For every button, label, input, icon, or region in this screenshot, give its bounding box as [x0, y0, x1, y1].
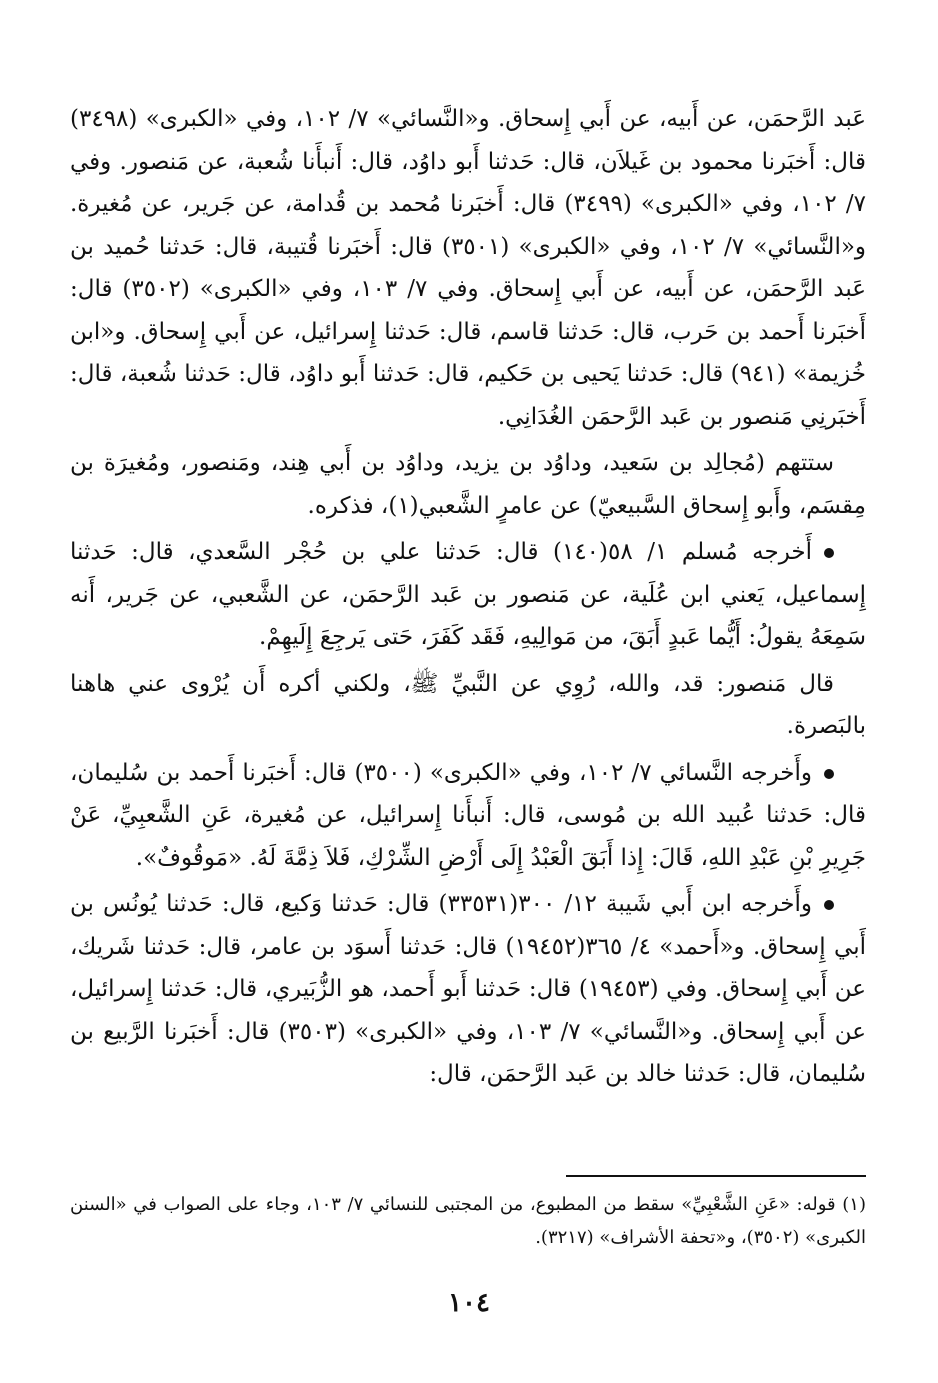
footnote: (١) قوله: «عَنِ الشَّعْبِيِّ» سقط من المطبوع، من المجتبى للنسائي ٧/ ١٠٣، وجاء على الصواب في «السنن الكبرى» (٣٥٠٢)، و«تحفة الأشراف» (٣٢١٧). — [70, 1194, 866, 1248]
paragraph: قال مَنصور: قد، والله، رُوِي عن النَّبيِّ ﷺ، ولكني أكره أَن يُرْوى عني هاهنا بالبَصرة. — [70, 670, 866, 739]
paragraph-bulleted — [70, 531, 866, 659]
page-body — [70, 98, 866, 1096]
bullet-icon — [824, 769, 834, 779]
footnote-separator — [566, 1175, 866, 1177]
bullet-icon — [824, 900, 834, 910]
paragraph: ستتهم (مُجالِد بن سَعيد، وداوُد بن يزيد، وداوُد بن أَبي هِند، ومَنصور، ومُغيرَة بن مِقسَم، وأَبو إِسحاق السَّبيعيّ) عن عامرٍ الشَّعبي(١)، فذكره. — [70, 450, 866, 519]
paragraph-bulleted — [70, 752, 866, 880]
paragraph: عَبد الرَّحمَن، عن أَبيه، عن أَبي إِسحاق. و«النَّسائي» ٧/ ١٠٢، وفي «الكبرى» (٣٤٩٨) قال: أَخبَرنا محمود بن غَيلاَن، قال: حَدثنا أَبو داوُد، قال: أَنبأَنا شُعبة، عن مَنصور. وفي ٧/ ١٠٢، وفي «الكبرى» (٣٤٩٩) قال: أَخبَرنا مُحمد بن قُدامة، عن جَرير، عن مُغيرة. و«النَّسائي» ٧/ ١٠٢، وفي «الكبرى» (٣٥٠١) قال: أَخبَرنا قُتيبة، قال: حَدثنا حُميد بن عَبد الرَّحمَن، عن أَبيه، عن أَبي إِسحاق. وفي ٧/ ١٠٣، وفي «الكبرى» (٣٥٠٢) قال: أَخبَرنا أَحمد بن حَرب، قال: حَدثنا قاسم، قال: حَدثنا إِسرائيل، عن أَبي إِسحاق. و«ابن خُزيمة» (٩٤١) قال: حَدثنا يَحيى بن حَكيم، قال: حَدثنا أَبو داوُد، قال: حَدثنا شُعبة، قال: أَخبَرنِي مَنصور بن عَبد الرَّحمَن الغُدَانِي. — [70, 106, 867, 430]
footnotes — [70, 1188, 866, 1254]
page-number: ١٠٤ — [448, 1288, 490, 1318]
paragraph-text: وأَخرجه ابن أَبي شَيبة ١٢/ ٣٠٠(٣٣٥٣١) قال: حَدثنا وَكيع، قال: حَدثنا يُونُس بن أَبي إِسحاق. و«أَحمد» ٤/ ٣٦٥(١٩٤٥٢) قال: حَدثنا أَسوَد بن عامر، قال: حَدثنا شَريك، عن أَبي إِسحاق. وفي (١٩٤٥٣) قال: حَدثنا أَبو أَحمد، هو الزُّبَيري، قال: حَدثنا إِسرائيل، عن أَبي إِسحاق. و«النَّسائي» ٧/ ١٠٣، وفي «الكبرى» (٣٥٠٣) قال: أَخبَرنا الرَّبيع بن سُليمان، قال: حَدثنا خالد بن عَبد الرَّحمَن، قال: — [70, 891, 866, 1087]
bullet-icon — [824, 548, 834, 558]
paragraph-bulleted — [70, 883, 866, 1096]
paragraph-text: وأَخرجه النَّسائي ٧/ ١٠٢، وفي «الكبرى» (٣٥٠٠) قال: أَخبَرنا أَحمد بن سُليمان، قال: حَدثنا عُبيد الله بن مُوسى، قال: أَنبأَنا إِسرائيل، عن مُغيرة، عَنِ الشَّعبِيِّ، عَنْ جَرِيرِ بْنِ عَبْدِ اللهِ، قَالَ: إِذا أَبَقَ الْعَبْدُ إِلَى أَرْضِ الشِّرْكِ، فَلاَ ذِمَّةَ لَهُ. «مَوقُوفٌ». — [70, 759, 866, 871]
paragraph-text: أَخرجه مُسلم ١/ ٥٨(١٤٠) قال: حَدثنا علي بن حُجْر السَّعدي، قال: حَدثنا إِسماعيل، يَعني ابن عُلَية، عن مَنصور بن عَبد الرَّحمَن، عن الشَّعبي، عن جَرير، أَنه سَمِعَهُ يقولُ: أَيُّما عَبدٍ أَبَقَ، من مَوالِيهِ، فَقَد كَفَرَ، حَتى يَرجِعَ إِلَيهِمْ. — [70, 539, 866, 650]
